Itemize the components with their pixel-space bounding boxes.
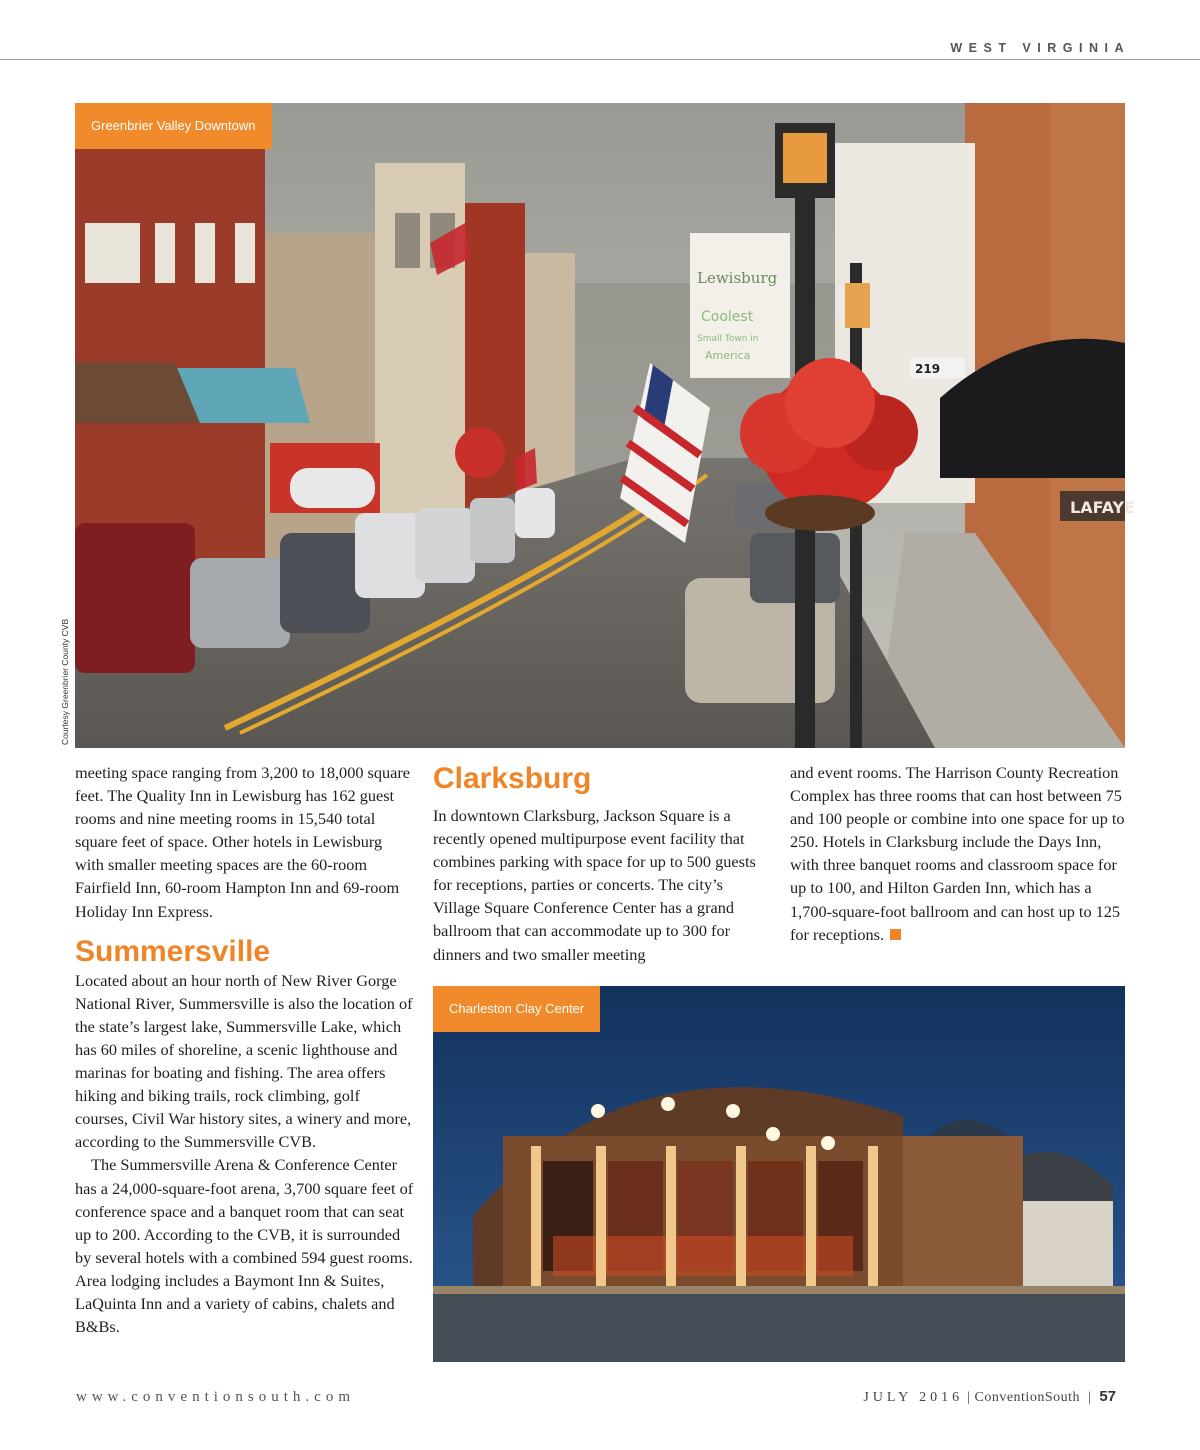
article-end-mark bbox=[890, 929, 901, 940]
middle-paragraph-1: In downtown Clarksburg, Jackson Square is a recently opened multipurpose event facility that combines parking with space for up to 500 guests for receptions, parties or concerts. The city’s Village Square Conference Center has a grand ballroom that can accommodate up to 300 for dinners and two smaller meeting bbox=[433, 806, 756, 964]
photo-credit: Courtesy Greenbrier County CVB bbox=[60, 618, 70, 745]
footer-website[interactable]: www.conventionsouth.com bbox=[76, 1389, 356, 1405]
right-paragraph-1 bbox=[790, 761, 1125, 946]
footer-separator-2: | bbox=[1088, 1390, 1092, 1405]
street-scene-illustration bbox=[75, 103, 1136, 748]
clay-center-illustration bbox=[433, 986, 1125, 1362]
column-left bbox=[75, 761, 415, 1338]
banner-line-1: Lewisburg bbox=[697, 269, 778, 287]
column-middle bbox=[433, 762, 770, 966]
banner-line-2: Coolest bbox=[701, 309, 754, 325]
column-right bbox=[790, 761, 1125, 946]
footer-magazine: ConventionSouth bbox=[974, 1390, 1080, 1405]
photo-caption-clay-center: Charleston Clay Center bbox=[433, 986, 600, 1032]
footer-issue-info bbox=[863, 1388, 1116, 1406]
heading-summersville: Summersville bbox=[75, 934, 271, 968]
photo-clay-center bbox=[433, 986, 1125, 1362]
photo-caption-greenbrier: Greenbrier Valley Downtown bbox=[75, 103, 272, 149]
right-paragraph-text: and event rooms. The Harrison County Recreation Complex has three rooms that can host between 75 and 100 people or combine into one space for up to 250. Hotels in Clarksburg include the Days Inn, with three banquet rooms and classroom space for up to 100, and Hilton Garden Inn, which has a 1,700-square-foot ballroom and can host up to 125 for receptions. bbox=[790, 763, 1125, 944]
shop-sign: LAFAYE bbox=[1070, 498, 1136, 517]
left-paragraph-1: meeting space ranging from 3,200 to 18,000 square feet. The Quality Inn in Lewisburg has 162 guest rooms and nine meeting rooms in 15,540 total square feet of space. Other hotels in Lewisburg with smaller meeting spaces are the 60-room Fairfield Inn, 60-room Hampton Inn and 69-room Holiday Inn Express. bbox=[75, 763, 411, 921]
photo-greenbrier-downtown bbox=[75, 103, 1136, 748]
footer-separator-1: | bbox=[967, 1390, 971, 1405]
page-number: 57 bbox=[1099, 1388, 1116, 1405]
heading-clarksburg: Clarksburg bbox=[433, 762, 592, 795]
banner-line-4: America bbox=[705, 349, 751, 362]
left-paragraph-2: Located about an hour north of New River Gorge National River, Summersville is also the location of the state’s largest lake, Summersville Lake, which has 60 miles of shoreline, a scenic lighthouse and marinas for boating and fishing. The area offers hiking and biking trails, rock climbing, golf courses, Civil War history sites, a winery and more, according to the Summersville CVB. bbox=[75, 970, 413, 1152]
route-sign: 219 bbox=[915, 362, 941, 376]
header-divider bbox=[0, 59, 1200, 60]
banner-line-3: Small Town in bbox=[697, 334, 759, 344]
section-label: WEST VIRGINIA bbox=[950, 41, 1130, 55]
left-paragraph-3: The Summersville Arena & Conference Center has a 24,000-square-foot arena, 3,700 square feet of conference space and a banquet room that can seat up to 200. According to the CVB, it is surrounded by several hotels with a combined 594 guest rooms. Area lodging includes a Baymont Inn & Suites, LaQuinta Inn and a variety of cabins, chalets and B&Bs. bbox=[75, 1155, 414, 1337]
footer-issue-month: JULY 2016 bbox=[863, 1390, 964, 1405]
